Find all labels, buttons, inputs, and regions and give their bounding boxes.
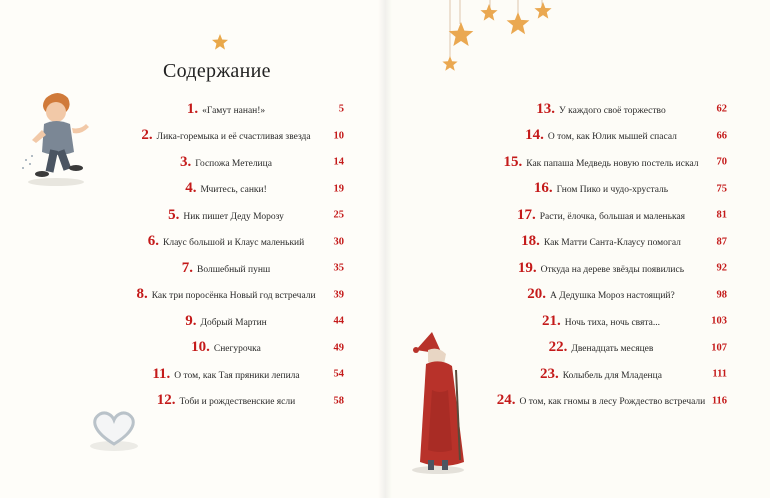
toc-entry[interactable] — [475, 282, 727, 309]
toc-entry[interactable] — [108, 282, 344, 309]
toc-entry[interactable] — [475, 308, 727, 335]
chapter-title: Двенадцать месяцев — [571, 344, 654, 355]
page-number: 111 — [712, 368, 727, 380]
chapter-title: Лика-горемыка и её счастливая звезда — [156, 132, 311, 143]
toc-entry[interactable] — [475, 96, 727, 123]
page-number: 92 — [716, 262, 727, 274]
chapter-title: Волшебный пунш — [197, 264, 271, 275]
toc-entry[interactable] — [108, 388, 344, 415]
chapter-title: О том, как гномы в лесу Рождество встречали — [519, 397, 706, 408]
chapter-number: 3. — [180, 153, 192, 170]
toc-entry[interactable] — [108, 123, 344, 150]
chapter-number: 13. — [536, 100, 556, 117]
toc-entry[interactable] — [475, 255, 727, 282]
chapter-title: Ник пишет Деду Морозу — [183, 211, 284, 222]
chapter-number: 20. — [527, 286, 547, 303]
chapter-title: А Дедушка Мороз настоящий? — [550, 291, 675, 302]
chapter-number: 22. — [548, 339, 568, 356]
chapter-title: Клаус большой и Клаус маленький — [163, 238, 305, 249]
toc-entry[interactable] — [475, 202, 727, 229]
toc-entry[interactable] — [475, 335, 727, 362]
chapter-title: Ночь тиха, ночь свята... — [564, 317, 661, 328]
toc-entry[interactable] — [475, 229, 727, 256]
toc-entry[interactable] — [475, 123, 727, 150]
chapter-title: Откуда на дереве звёзды появились — [540, 264, 685, 275]
page-number: 98 — [716, 289, 727, 301]
page-number: 49 — [333, 342, 344, 354]
chapter-number: 10. — [191, 339, 210, 356]
page-number: 66 — [716, 130, 727, 142]
chapter-number: 4. — [185, 180, 197, 197]
chapter-number: 1. — [186, 100, 199, 117]
page-number: 62 — [716, 103, 727, 115]
page-number: 87 — [716, 236, 727, 248]
chapter-number: 16. — [533, 180, 553, 197]
page-number: 14 — [333, 156, 344, 168]
chapter-number: 19. — [517, 259, 537, 276]
chapter-number: 24. — [496, 392, 516, 409]
page-number: 103 — [711, 315, 727, 327]
heart-cookie-cutter-illustration — [86, 408, 142, 452]
page-number: 25 — [333, 209, 344, 221]
chapter-number: 5. — [168, 206, 180, 223]
gnome-illustration — [402, 330, 474, 480]
page-title: Содержание — [163, 60, 271, 82]
toc-entry[interactable] — [475, 388, 727, 415]
toc-entry[interactable] — [475, 176, 727, 203]
chapter-number: 21. — [541, 312, 561, 329]
star-icon — [211, 34, 229, 50]
toc-entry[interactable] — [475, 149, 727, 176]
chapter-title: Тоби и рождественские ясли — [179, 397, 296, 408]
chapter-number: 11. — [152, 365, 171, 382]
page-number: 30 — [333, 236, 344, 248]
hanging-stars-illustration — [430, 0, 570, 80]
chapter-title: У каждого своё торжество — [559, 105, 666, 116]
page-number: 35 — [333, 262, 344, 274]
toc-entry[interactable] — [108, 176, 344, 203]
page-number: 81 — [716, 209, 727, 221]
page-number: 58 — [333, 395, 344, 407]
chapter-number: 9. — [185, 312, 197, 329]
page-number: 116 — [711, 395, 727, 407]
page-number: 70 — [716, 156, 727, 168]
chapter-title: Как папаша Медведь новую постель искал — [526, 158, 699, 169]
book-gutter — [378, 0, 392, 498]
chapter-number: 8. — [136, 286, 148, 303]
chapter-title: Гном Пико и чудо-хрусталь — [556, 185, 669, 196]
chapter-number: 6. — [147, 233, 159, 250]
page-number: 19 — [333, 183, 344, 195]
chapter-number: 15. — [503, 153, 523, 170]
chapter-number: 14. — [525, 127, 544, 144]
chapter-title: «Гамут нанан!» — [202, 105, 266, 116]
page-number: 39 — [333, 289, 344, 301]
page-number: 10 — [333, 130, 344, 142]
chapter-number: 18. — [521, 233, 540, 250]
chapter-number: 7. — [181, 259, 193, 276]
chapter-title: О том, как Юлик мышей спасал — [547, 132, 677, 143]
toc-entry[interactable] — [475, 361, 727, 388]
chapter-title: Мчитесь, санки! — [200, 185, 267, 196]
chapter-title: Госпожа Метелица — [195, 158, 272, 169]
toc-right-column — [475, 96, 727, 414]
page-number: 54 — [333, 368, 344, 380]
page-number: 107 — [711, 342, 727, 354]
page-number: 5 — [338, 103, 344, 115]
chapter-title: Колыбель для Младенца — [562, 370, 662, 381]
toc-left-column — [108, 96, 344, 414]
toc-entry[interactable] — [108, 361, 344, 388]
chapter-title: О том, как Тая пряники лепила — [174, 370, 300, 381]
toc-entry[interactable] — [108, 335, 344, 362]
chapter-number: 12. — [156, 392, 176, 409]
chapter-title: Снегурочка — [213, 344, 261, 355]
chapter-number: 17. — [516, 206, 536, 223]
boy-illustration — [18, 90, 108, 190]
page-number: 44 — [333, 315, 344, 327]
toc-entry[interactable] — [108, 255, 344, 282]
page-number: 75 — [716, 183, 727, 195]
toc-entry[interactable] — [108, 149, 344, 176]
chapter-title: Добрый Мартин — [200, 317, 267, 328]
toc-entry[interactable] — [108, 229, 344, 256]
chapter-number: 23. — [540, 365, 559, 382]
chapter-number: 2. — [141, 127, 153, 144]
chapter-title: Расти, ёлочка, большая и маленькая — [539, 211, 686, 222]
toc-entry[interactable] — [108, 308, 344, 335]
toc-entry[interactable] — [108, 202, 344, 229]
chapter-title: Как Матти Санта-Клаусу помогал — [543, 238, 681, 249]
toc-entry[interactable] — [108, 96, 344, 123]
chapter-title: Как три поросёнка Новый год встречали — [151, 291, 316, 302]
